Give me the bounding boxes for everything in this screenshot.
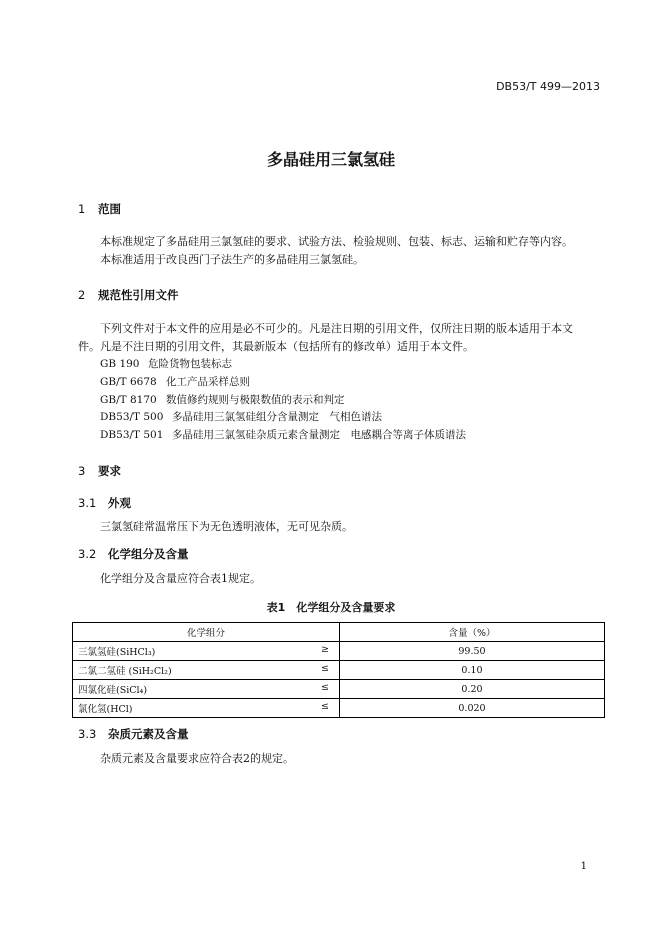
reference-code: GB 190 xyxy=(100,358,140,370)
table-1-caption: 表1 化学组分及含量要求 xyxy=(266,601,396,614)
table-header-cell: 化学组分 xyxy=(73,623,340,642)
comparison-symbol: ≤ xyxy=(321,701,329,712)
reference-title: 化工产品采样总则 xyxy=(166,376,250,388)
component-cell xyxy=(73,699,340,718)
section-1-title: 范围 xyxy=(98,202,121,216)
section-3-3-number: 3.3 xyxy=(78,727,97,741)
component-name: 四氯化硅(SiCl₄) xyxy=(78,685,148,696)
section-3-number: 3 xyxy=(78,464,86,478)
section-3-1-number: 3.1 xyxy=(78,496,97,510)
reference-item xyxy=(100,356,232,371)
section-3-1-title: 外观 xyxy=(108,496,131,510)
standard-code: DB53/T 499—2013 xyxy=(496,80,600,93)
section-3-2-title: 化学组分及含量 xyxy=(108,547,189,561)
section-3-2-para: 化学组分及含量应符合表1规定。 xyxy=(100,572,261,585)
component-name: 三氯氢硅(SiHCl₃) xyxy=(78,647,156,658)
reference-title: 多晶硅用三氯氢硅杂质元素含量测定 电感耦合等离子体质谱法 xyxy=(172,429,466,441)
table-row xyxy=(73,699,605,718)
table-1 xyxy=(72,622,605,718)
document-title: 多晶硅用三氯氢硅 xyxy=(266,150,395,169)
component-name: 二氯二氢硅 (SiH₂Cl₂) xyxy=(78,666,172,677)
section-1-number: 1 xyxy=(78,202,86,216)
table-row xyxy=(73,680,605,699)
table-row xyxy=(73,642,605,661)
section-2-intro-line-2: 件。凡是不注日期的引用文件，其最新版本（包括所有的修改单）适用于本文件。 xyxy=(78,340,474,353)
section-1-para-2: 本标准适用于改良西门子法生产的多晶硅用三氯氢硅。 xyxy=(100,253,364,266)
section-3-1-heading xyxy=(78,495,131,511)
comparison-symbol: ≥ xyxy=(321,644,329,655)
table-row xyxy=(73,661,605,680)
page-number: 1 xyxy=(580,861,587,872)
section-1-para-1: 本标准规定了多晶硅用三氯氢硅的要求、试验方法、检验规则、包装、标志、运输和贮存等内容。 xyxy=(100,235,573,248)
section-2-heading xyxy=(78,287,179,303)
reference-item xyxy=(100,374,250,389)
reference-title: 危险货物包装标志 xyxy=(148,358,232,370)
section-3-3-para: 杂质元素及含量要求应符合表2的规定。 xyxy=(100,752,294,765)
section-3-3-heading xyxy=(78,726,189,742)
content-value: 0.020 xyxy=(340,699,605,718)
table-header-row xyxy=(73,623,605,642)
section-1-heading xyxy=(78,201,121,217)
component-cell xyxy=(73,680,340,699)
section-3-title: 要求 xyxy=(98,464,121,478)
component-cell xyxy=(73,661,340,680)
content-value: 0.20 xyxy=(340,680,605,699)
reference-code: GB/T 6678 xyxy=(100,376,157,388)
section-3-1-para: 三氯氢硅常温常压下为无色透明液体，无可见杂质。 xyxy=(100,520,353,533)
reference-item xyxy=(100,427,466,442)
reference-code: GB/T 8170 xyxy=(100,394,157,406)
section-3-2-number: 3.2 xyxy=(78,547,97,561)
reference-item xyxy=(100,409,382,424)
reference-item xyxy=(100,392,345,407)
section-2-number: 2 xyxy=(78,288,86,302)
comparison-symbol: ≤ xyxy=(321,682,329,693)
reference-title: 数值修约规则与极限数值的表示和判定 xyxy=(166,394,345,406)
section-2-title: 规范性引用文件 xyxy=(98,288,179,302)
reference-title: 多晶硅用三氯氢硅组分含量测定 气相色谱法 xyxy=(172,411,382,423)
section-2-intro-line-1: 下列文件对于本文件的应用是必不可少的。凡是注日期的引用文件，仅所注日期的版本适用于本文 xyxy=(100,322,573,335)
section-3-3-title: 杂质元素及含量 xyxy=(108,727,189,741)
table-header-cell: 含量（%） xyxy=(340,623,605,642)
content-value: 0.10 xyxy=(340,661,605,680)
reference-code: DB53/T 501 xyxy=(100,429,164,441)
section-3-heading xyxy=(78,463,121,479)
section-3-2-heading xyxy=(78,546,189,562)
component-cell xyxy=(73,642,340,661)
reference-code: DB53/T 500 xyxy=(100,411,164,423)
content-value: 99.50 xyxy=(340,642,605,661)
comparison-symbol: ≤ xyxy=(321,663,329,674)
component-name: 氯化氢(HCl) xyxy=(78,704,133,715)
